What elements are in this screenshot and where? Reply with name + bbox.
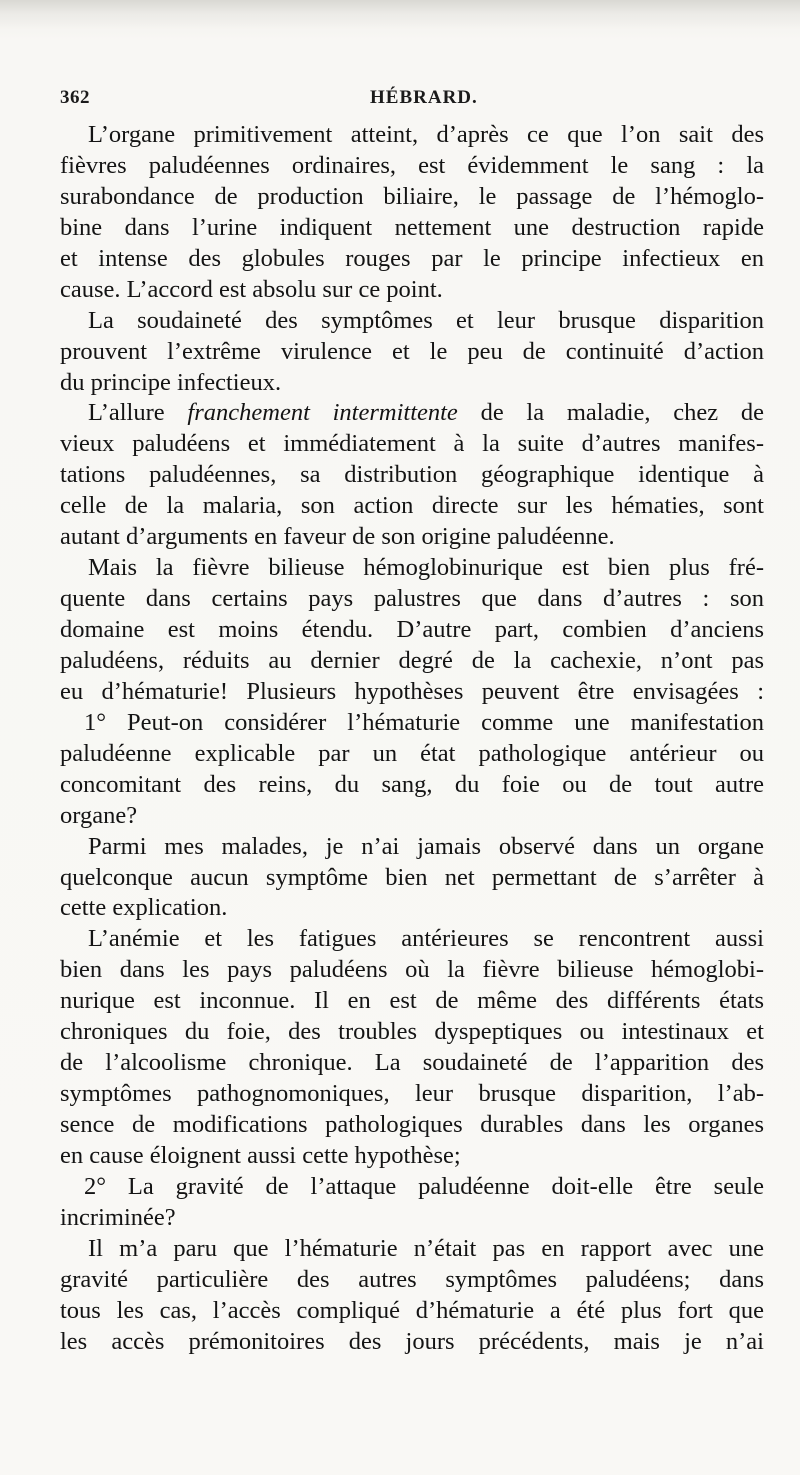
text-line: quente dans certains pays palustres que dans d’autres : son bbox=[60, 585, 764, 613]
text-line: symptômes pathognomoniques, leur brusque disparition, l’ab- bbox=[60, 1080, 764, 1108]
text-line: Il m’a paru que l’hématurie n’était pas en rapport avec une bbox=[88, 1234, 764, 1262]
text-fragment: de la maladie, chez de bbox=[480, 399, 765, 427]
text-line: eu d’hématurie! Plusieurs hypothèses peuvent être envisagées : bbox=[60, 677, 764, 705]
text-line: chroniques du foie, des troubles dyspeptiques ou intestinaux et bbox=[60, 1018, 764, 1046]
text-line: La soudaineté des symptômes et leur brusque disparition bbox=[88, 306, 764, 334]
text-line: nurique est inconnue. Il en est de même des différents états bbox=[60, 987, 764, 1015]
text-line: surabondance de production biliaire, le passage de l’hémoglo- bbox=[60, 182, 764, 210]
text-line: vieux paludéens et immédiatement à la suite d’autres manifes- bbox=[60, 430, 764, 458]
italic-phrase: franchement intermittente bbox=[187, 399, 458, 427]
text-line: concomitant des reins, du sang, du foie ou de tout autre bbox=[60, 770, 764, 798]
running-title: HÉBRARD. bbox=[370, 87, 478, 108]
text-line: fièvres paludéennes ordinaires, est évidemment le sang : la bbox=[60, 151, 764, 179]
text-fragment: L’allure bbox=[88, 399, 165, 427]
text-line: cette explication. bbox=[60, 894, 228, 922]
text-line: cause. L’accord est absolu sur ce point. bbox=[60, 275, 443, 303]
text-line: autant d’arguments en faveur de son origine paludéenne. bbox=[60, 523, 615, 551]
text-line: bien dans les pays paludéens où la fièvre bilieuse hémoglobi- bbox=[60, 956, 764, 984]
text-line: et intense des globules rouges par le principe infectieux en bbox=[60, 244, 764, 272]
text-line: domaine est moins étendu. D’autre part, combien d’anciens bbox=[60, 616, 764, 643]
running-head bbox=[60, 87, 760, 115]
text-line: les accès prémonitoires des jours précédents, mais je n’ai bbox=[60, 1327, 764, 1355]
text-line: Mais la fièvre bilieuse hémoglobinurique est bien plus fré- bbox=[88, 554, 764, 582]
text-line: quelconque aucun symptôme bien net permettant de s’arrêter à bbox=[60, 863, 764, 891]
text-line: celle de la malaria, son action directe sur les hématies, sont bbox=[60, 492, 764, 520]
body-text bbox=[60, 120, 764, 1358]
text-line: paludéenne explicable par un état pathologique antérieur ou bbox=[60, 739, 764, 767]
text-line: organe? bbox=[60, 801, 138, 829]
text-line: 2° La gravité de l’attaque paludéenne doit-elle être seule bbox=[84, 1172, 764, 1200]
text-line: en cause éloignent aussi cette hypothèse; bbox=[60, 1141, 461, 1169]
text-line: L’organe primitivement atteint, d’après ce que l’on sait des bbox=[88, 121, 764, 148]
page-top-edge bbox=[0, 0, 800, 28]
text-line: tations paludéennes, sa distribution géographique identique à bbox=[60, 461, 764, 489]
text-line-mixed bbox=[60, 398, 764, 429]
text-line: incriminée? bbox=[60, 1203, 176, 1231]
text-line: prouvent l’extrême virulence et le peu de continuité d’action bbox=[60, 337, 764, 365]
text-line: Parmi mes malades, je n’ai jamais observé dans un organe bbox=[88, 832, 764, 860]
text-line: tous les cas, l’accès compliqué d’hématurie a été plus fort que bbox=[60, 1296, 764, 1324]
text-line: L’anémie et les fatigues antérieures se rencontrent aussi bbox=[88, 925, 764, 953]
text-line: 1° Peut-on considérer l’hématurie comme une manifestation bbox=[84, 708, 764, 736]
text-line: bine dans l’urine indiquent nettement une destruction rapide bbox=[60, 213, 764, 241]
text-line: de l’alcoolisme chronique. La soudaineté de l’apparition des bbox=[60, 1049, 764, 1077]
page-number: 362 bbox=[60, 87, 90, 108]
text-line: sence de modifications pathologiques durables dans les organes bbox=[60, 1111, 764, 1138]
text-line: paludéens, réduits au dernier degré de la cachexie, n’ont pas bbox=[60, 646, 764, 674]
text-line: gravité particulière des autres symptômes paludéens; dans bbox=[60, 1265, 764, 1293]
text-line: du principe infectieux. bbox=[60, 368, 282, 396]
